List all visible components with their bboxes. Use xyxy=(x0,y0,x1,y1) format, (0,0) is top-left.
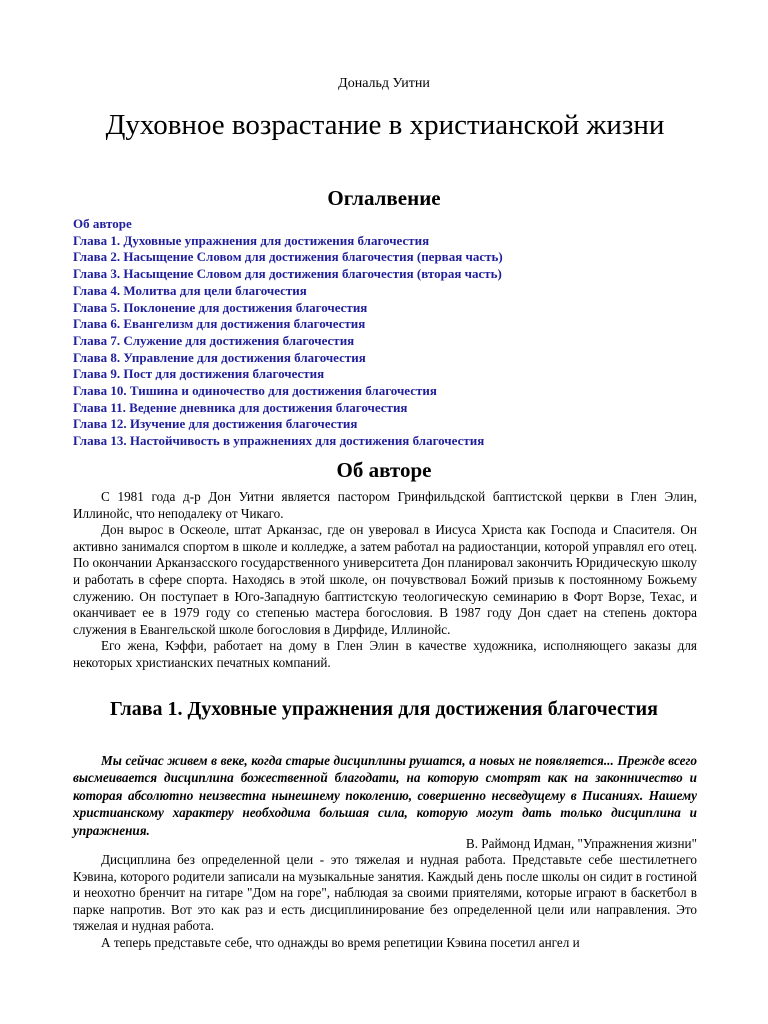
about-heading: Об авторе xyxy=(336,458,432,482)
toc-heading: Оглалвение xyxy=(327,186,441,210)
author-name: Дональд Уитни xyxy=(338,76,430,91)
table-of-contents xyxy=(73,216,697,450)
toc-link[interactable]: Глава 7. Служение для достижения благочестия xyxy=(73,332,355,348)
toc-link[interactable]: Глава 6. Евангелизм для достижения благочестия xyxy=(73,316,366,332)
paragraph: С 1981 года д-р Дон Уитни является пастором Гринфильдской баптистской церкви в Глен Элин, Иллинойс, что неподалеку от Чикаго. xyxy=(73,489,697,521)
toc-link[interactable]: Глава 3. Насыщение Словом для достижения благочестия (вторая часть) xyxy=(73,266,502,282)
epigraph: Мы сейчас живем в веке, когда старые дисциплины рушатся, а новых не появляется... Прежде всего высмеивается дисциплина божественной благодати, на которую смотрят как на законничество и которая абсолютно неизвестна нынешнему поколению, совершенно несведущему в Писаниях. Нашему христианскому характеру необходима большая сила, которую могут дать только дисциплина и упражнения. xyxy=(73,753,697,838)
toc-link[interactable]: Глава 5. Поклонение для достижения благочестия xyxy=(73,299,368,315)
toc-link[interactable]: Глава 11. Ведение дневника для достижения благочестия xyxy=(73,399,408,415)
toc-link[interactable]: Об авторе xyxy=(73,216,132,231)
toc-link[interactable]: Глава 13. Настойчивость в упражнениях для достижения благочестия xyxy=(73,433,485,449)
paragraph: Дисциплина без определенной цели - это тяжелая и нудная работа. Представьте себе шестилетнего Кэвина, которого родители записали на музыкальные занятия. Каждый день после школы он сидит в гостиной и неохотно бренчит на гитаре "Дом на горе", наблюдая за своими приятелями, которые играют в баскетбол в парке напротив. Вот это как раз и есть дисциплинирование без определенной цели или направления. Это тяжелая и нудная работа. xyxy=(73,852,697,934)
toc-link[interactable]: Глава 8. Управление для достижения благочестия xyxy=(73,349,366,365)
toc-link[interactable]: Глава 10. Тишина и одиночество для достижения благочестия xyxy=(73,383,437,399)
paragraph: Дон вырос в Оскеоле, штат Арканзас, где он уверовал в Иисуса Христа как Господа и Спасителя. Он активно занимался спортом в школе и колледже, а затем работал на радиостанции, которой управлял его отец. По окончании Арканзасского государственного университета Дон планировал закончить Юридическую школу и работать в сфере спорта. Находясь в этой школе, он почувствовал Божий призыв к постоянному Божьему служению. Он поступает в Юго-Западную баптистскую теологическую семинарию в Форт Ворзе, Техас, и оканчивает ее в 1979 году со степенью мастера богословия. В 1987 году Дон сдает на степень доктора служения в Евангельской школе богословия в Дирфиде, Иллинойс. xyxy=(73,522,697,637)
epigraph-attribution: В. Раймонд Идман, "Упражнения жизни" xyxy=(465,836,697,851)
about-section xyxy=(73,489,697,672)
paragraph: А теперь представьте себе, что однажды во время репетиции Кэвина посетил ангел и xyxy=(101,934,580,950)
chapter1-section xyxy=(73,852,697,952)
book-title: Духовное возрастание в христианской жизни xyxy=(105,109,665,141)
paragraph: Его жена, Кэффи, работает на дому в Глен Элин в качестве художника, исполняющего заказы для некоторых христианских печатных компаний. xyxy=(73,638,697,670)
chapter1-heading: Глава 1. Духовные упражнения для достижения благочестия xyxy=(110,698,658,720)
toc-link[interactable]: Глава 12. Изучение для достижения благочестия xyxy=(73,416,358,432)
toc-link[interactable]: Глава 4. Молитва для цели благочестия xyxy=(73,282,307,298)
toc-link[interactable]: Глава 2. Насыщение Словом для достижения благочестия (первая часть) xyxy=(73,249,503,265)
toc-link[interactable]: Глава 1. Духовные упражнения для достижения благочестия xyxy=(73,232,430,248)
toc-link[interactable]: Глава 9. Пост для достижения благочестия xyxy=(73,366,325,382)
